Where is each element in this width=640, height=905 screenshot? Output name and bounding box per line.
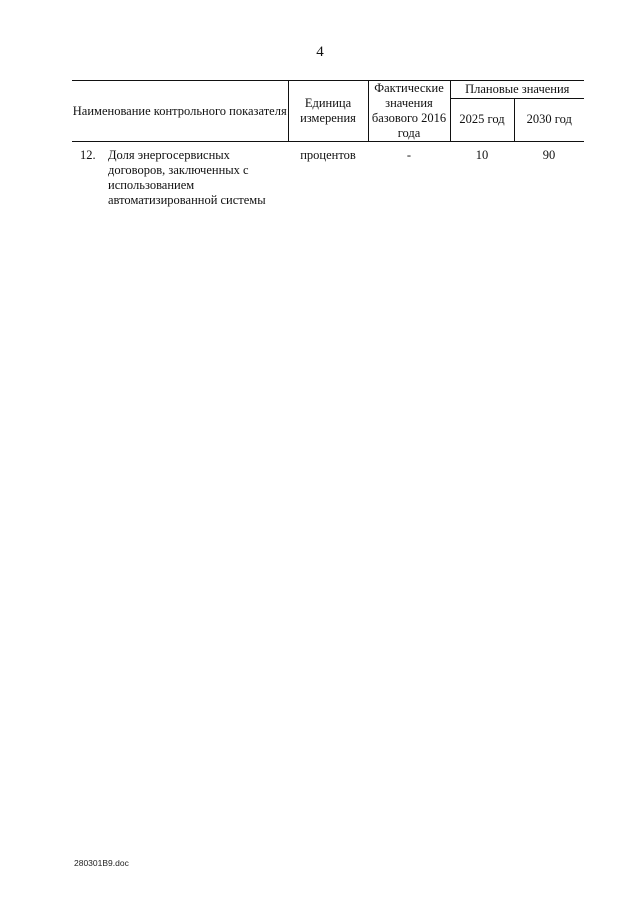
row-indicator-name: Доля энергосервисных договоров, заключенных с использованием автоматизированной системы	[108, 148, 266, 207]
table-row	[72, 142, 584, 209]
row-value-2030: 90	[542, 148, 556, 162]
page-number: 4	[316, 44, 324, 60]
header-plan-values: Плановые значения	[450, 81, 584, 99]
row-number: 12.	[80, 148, 96, 162]
row-value-2025: 10	[475, 148, 489, 162]
header-unit: Единица измерения	[288, 81, 368, 142]
header-fact-value: Фактические значения базового 2016 года	[368, 81, 450, 142]
header-year-2030: 2030 год	[514, 98, 584, 141]
row-unit: процентов	[300, 148, 356, 162]
header-indicator-name: Наименование контрольного показателя	[72, 81, 288, 142]
indicators-table	[72, 80, 584, 208]
row-fact-value: -	[406, 148, 412, 162]
header-year-2025: 2025 год	[450, 98, 514, 141]
table-header-row	[72, 81, 584, 99]
footer-file-name: 280301B9.doc	[74, 858, 129, 868]
